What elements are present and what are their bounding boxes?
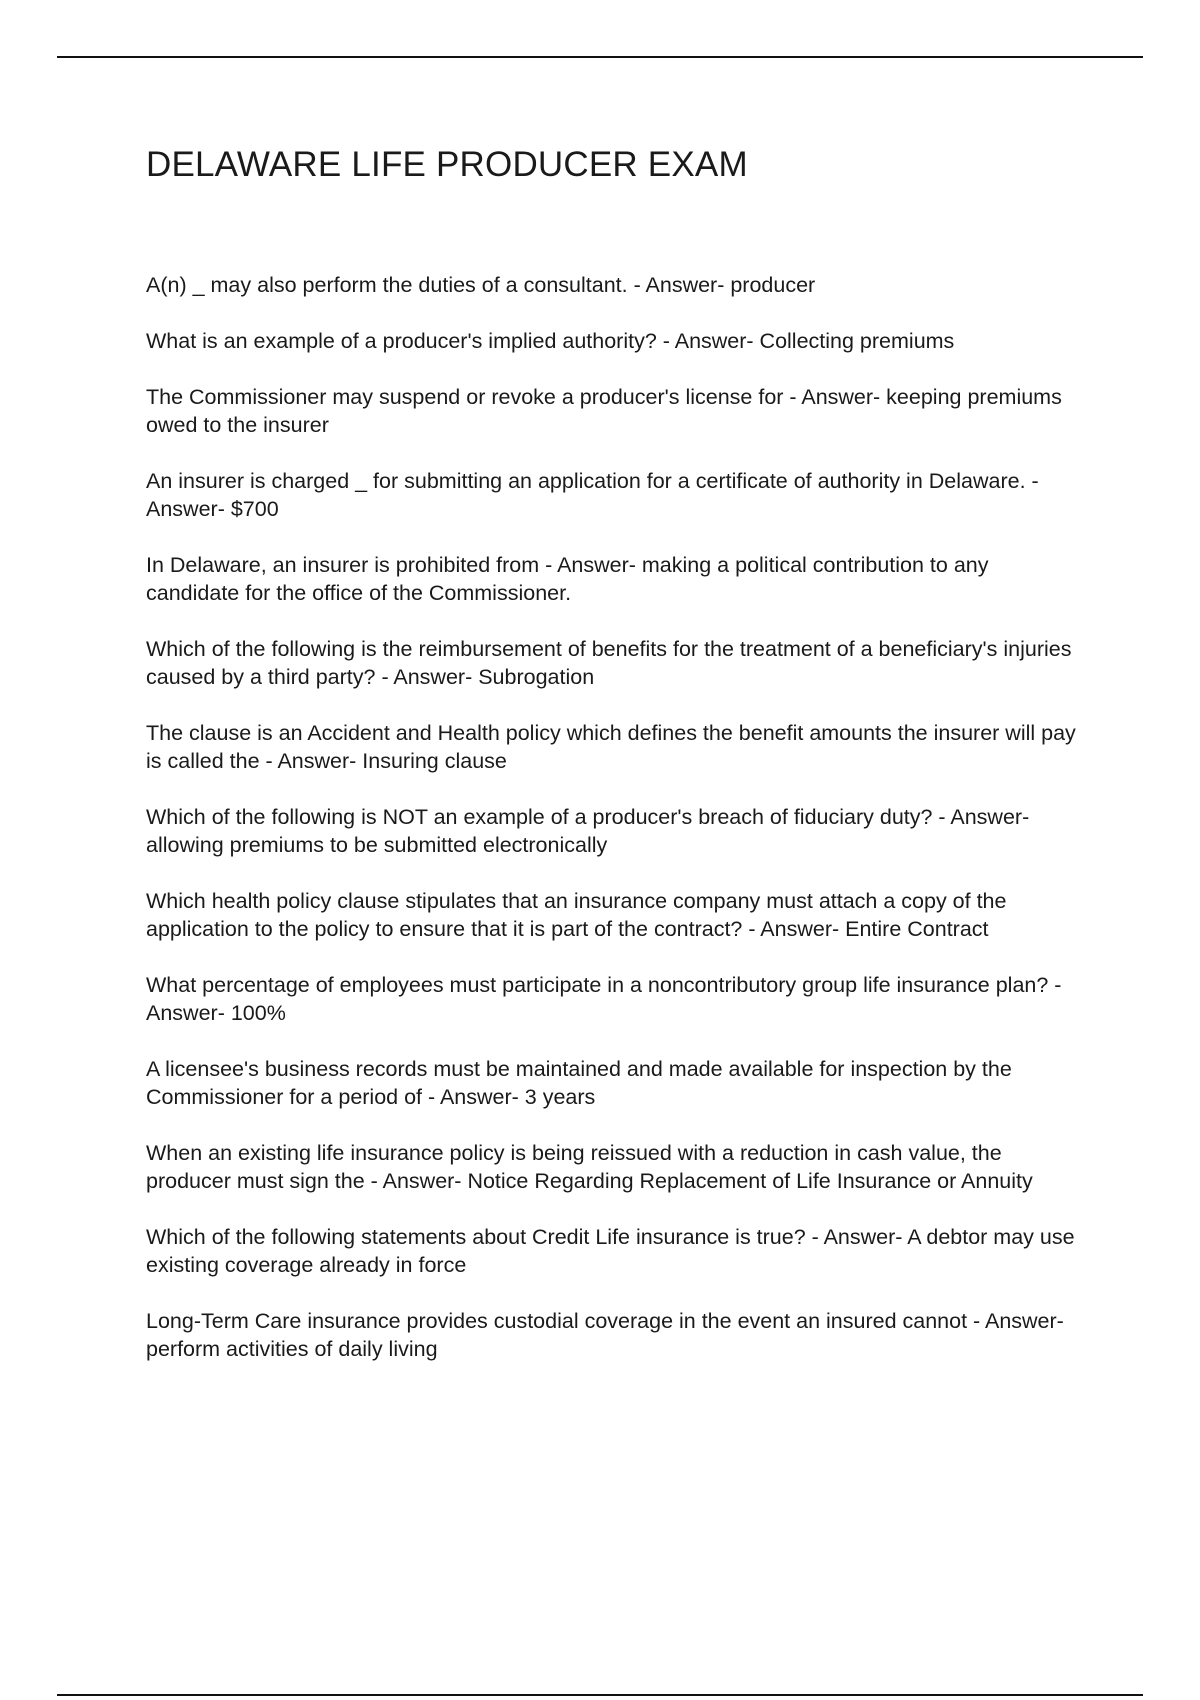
qa-list (146, 271, 1086, 1391)
bottom-rule (57, 1694, 1143, 1696)
page-title: DELAWARE LIFE PRODUCER EXAM (146, 145, 748, 184)
qa-item: Which of the following is the reimbursement of benefits for the treatment of a beneficiary's injuries caused by a third party? - Answer- Subrogation (146, 637, 1072, 689)
qa-item: In Delaware, an insurer is prohibited from - Answer- making a political contribution to any candidate for the office of the Commissioner. (146, 553, 989, 605)
qa-item: What is an example of a producer's implied authority? - Answer- Collecting premiums (146, 329, 955, 353)
qa-item: A(n) _ may also perform the duties of a consultant. - Answer- producer (146, 273, 816, 297)
qa-item: An insurer is charged _ for submitting an application for a certificate of authority in Delaware. - Answer- $700 (146, 469, 1039, 521)
qa-item: What percentage of employees must participate in a noncontributory group life insurance plan? - Answer- 100% (146, 973, 1062, 1025)
qa-item: Which health policy clause stipulates that an insurance company must attach a copy of the application to the policy to ensure that it is part of the contract? - Answer- Entire Contract (146, 889, 1007, 941)
qa-item: The Commissioner may suspend or revoke a producer's license for - Answer- keeping premiums owed to the insurer (146, 385, 1062, 437)
qa-item: When an existing life insurance policy is being reissued with a reduction in cash value, the producer must sign the - Answer- Notice Regarding Replacement of Life Insurance or Annuity (146, 1141, 1033, 1193)
qa-item: A licensee's business records must be maintained and made available for inspection by the Commissioner for a period of - Answer- 3 years (146, 1057, 1012, 1109)
top-rule (57, 56, 1143, 58)
qa-item: Which of the following is NOT an example of a producer's breach of fiduciary duty? - Answer- allowing premiums to be submitted electronically (146, 805, 1030, 857)
qa-item: Which of the following statements about Credit Life insurance is true? - Answer- A debtor may use existing coverage already in force (146, 1225, 1075, 1277)
qa-item: Long-Term Care insurance provides custodial coverage in the event an insured cannot - Answer- perform activities of daily living (146, 1309, 1064, 1361)
qa-item: The clause is an Accident and Health policy which defines the benefit amounts the insurer will pay is called the - Answer- Insuring clause (146, 721, 1076, 773)
